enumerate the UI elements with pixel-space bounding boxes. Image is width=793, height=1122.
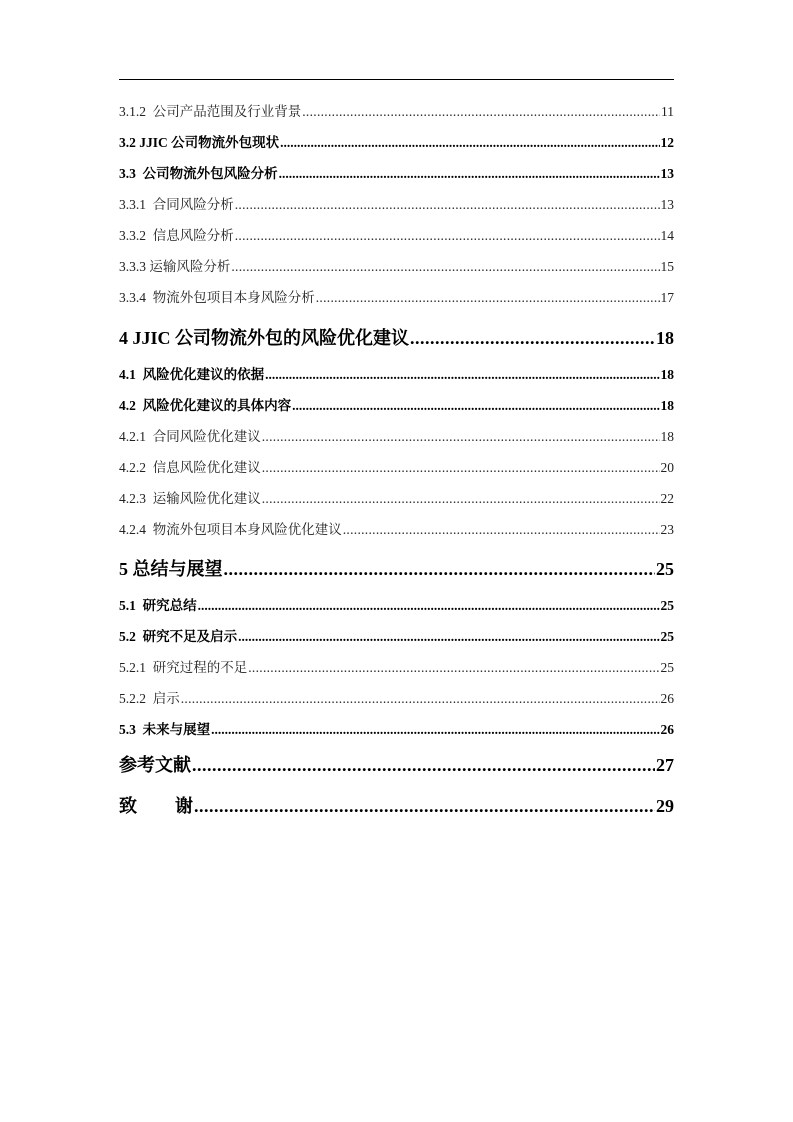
toc-entry-title: 3.3.3 运输风险分析 (119, 259, 231, 274)
dot-leader (192, 755, 655, 776)
toc-page-number: 17 (660, 290, 674, 305)
ack-char-2: 谢 (175, 796, 193, 816)
dot-leader (238, 629, 659, 645)
dot-leader (316, 290, 660, 306)
toc-page-number: 26 (660, 691, 674, 706)
toc-entry-title: 4.2 风险优化建议的具体内容 (119, 398, 292, 413)
toc-entry-title: 4.1 风险优化建议的依据 (119, 367, 265, 382)
toc-entry-title: 5.2.2 启示 (119, 691, 180, 706)
toc-entry-title: 3.3.4 物流外包项目本身风险分析 (119, 290, 315, 305)
toc-entry-5-1[interactable] (119, 594, 674, 614)
toc-entry-title: 5.1 研究总结 (119, 598, 197, 613)
dot-leader (410, 328, 655, 349)
toc-page-number: 22 (660, 491, 674, 506)
toc-page-number: 20 (660, 460, 674, 475)
toc-entry-5[interactable] (119, 555, 674, 581)
toc-entry-title: 4.2.1 合同风险优化建议 (119, 429, 261, 444)
toc-entry-title: 3.3 公司物流外包风险分析 (119, 166, 278, 181)
toc-page-number: 26 (660, 722, 674, 737)
toc-entry-3-3-3[interactable] (119, 255, 674, 275)
toc-page-number: 15 (660, 259, 674, 274)
toc-entry-5-3[interactable] (119, 718, 674, 738)
toc-page-number: 25 (660, 598, 674, 613)
ack-char-1: 致 (119, 796, 137, 816)
dot-leader (262, 429, 660, 445)
toc-page-number: 25 (660, 629, 674, 644)
toc-entry-title: 5.3 未来与展望 (119, 722, 211, 737)
toc-page-number: 23 (660, 522, 674, 537)
toc-page-number: 14 (660, 228, 674, 243)
toc-entry-title: 5 总结与展望 (119, 559, 223, 579)
dot-leader (181, 691, 660, 707)
toc-entry-4-2-4[interactable] (119, 518, 674, 538)
toc-page-number: 25 (656, 559, 674, 579)
toc-entry-references[interactable] (119, 751, 674, 777)
toc-entry-title: 3.3.1 合同风险分析 (119, 197, 234, 212)
dot-leader (235, 228, 660, 244)
dot-leader (343, 522, 660, 538)
dot-leader (211, 722, 659, 738)
toc-page-number: 13 (660, 166, 674, 181)
toc-entry-title (119, 792, 193, 818)
dot-leader (280, 135, 659, 151)
toc-entry-3-3[interactable] (119, 162, 674, 182)
toc-entry-4-2-3[interactable] (119, 487, 674, 507)
toc-page-number: 25 (660, 660, 674, 675)
toc-page-number: 18 (660, 398, 674, 413)
toc-entry-title: 3.1.2 公司产品范围及行业背景 (119, 104, 302, 119)
toc-entry-4[interactable] (119, 324, 674, 350)
toc-entry-title: 参考文献 (119, 755, 191, 775)
dot-leader (235, 197, 660, 213)
toc-entry-acknowledgements[interactable] (119, 792, 674, 818)
toc-entry-title: 3.2 JJIC 公司物流外包现状 (119, 135, 280, 150)
toc-entry-title: 3.3.2 信息风险分析 (119, 228, 234, 243)
header-rule (119, 79, 674, 80)
toc-page-number: 11 (661, 104, 674, 119)
dot-leader (279, 166, 660, 182)
toc-page-number: 12 (660, 135, 674, 150)
dot-leader (194, 796, 655, 817)
toc-page-number: 18 (656, 328, 674, 348)
dot-leader (198, 598, 660, 614)
toc-page-number: 13 (660, 197, 674, 212)
toc-entry-5-2-1[interactable] (119, 656, 674, 676)
toc-entry-4-2[interactable] (119, 394, 674, 414)
dot-leader (292, 398, 659, 414)
toc-page-number: 27 (656, 755, 674, 775)
toc-entry-3-1-2[interactable] (119, 100, 674, 120)
toc-page-number: 18 (660, 429, 674, 444)
dot-leader (231, 259, 659, 275)
toc-entry-5-2[interactable] (119, 625, 674, 645)
toc-entry-title: 5.2.1 研究过程的不足 (119, 660, 248, 675)
toc-entry-3-2[interactable] (119, 131, 674, 151)
dot-leader (302, 104, 660, 120)
toc-entry-title: 4.2.4 物流外包项目本身风险优化建议 (119, 522, 342, 537)
toc-entry-4-1[interactable] (119, 363, 674, 383)
toc-entry-title: 4.2.2 信息风险优化建议 (119, 460, 261, 475)
toc-entry-title: 4.2.3 运输风险优化建议 (119, 491, 261, 506)
toc-entry-4-2-2[interactable] (119, 456, 674, 476)
dot-leader (248, 660, 659, 676)
toc-entry-title: 5.2 研究不足及启示 (119, 629, 238, 644)
dot-leader (265, 367, 659, 383)
toc-entry-title: 4 JJIC 公司物流外包的风险优化建议 (119, 328, 410, 348)
toc-page-number: 29 (656, 796, 674, 816)
dot-leader (224, 559, 656, 580)
toc-entry-3-3-1[interactable] (119, 193, 674, 213)
toc-entry-5-2-2[interactable] (119, 687, 674, 707)
dot-leader (262, 460, 660, 476)
toc-entry-3-3-4[interactable] (119, 286, 674, 306)
toc-entry-3-3-2[interactable] (119, 224, 674, 244)
toc-entry-4-2-1[interactable] (119, 425, 674, 445)
dot-leader (262, 491, 660, 507)
toc-page-number: 18 (660, 367, 674, 382)
